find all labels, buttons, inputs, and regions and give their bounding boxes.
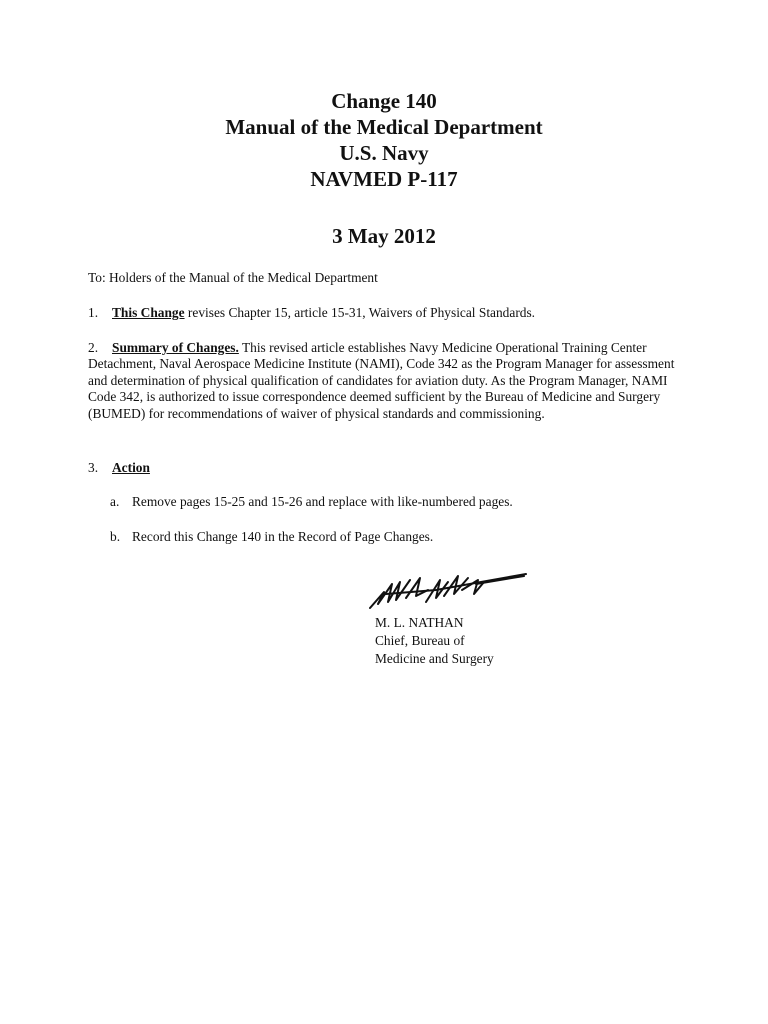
item-number: 2. [88, 340, 99, 355]
item-2 [88, 340, 678, 422]
item-heading: Summary of Changes. [112, 340, 239, 355]
signatory-title-line-1: Chief, Bureau of [375, 633, 465, 648]
manual-title: Manual of the Medical Department [225, 115, 543, 139]
publication-number: NAVMED P-117 [310, 167, 458, 191]
service-name: U.S. Navy [339, 141, 429, 165]
item-1 [88, 305, 678, 321]
signature-block [375, 614, 575, 668]
signatory-name: M. L. NATHAN [375, 615, 464, 630]
action-text: Record this Change 140 in the Record of Page Changes. [132, 529, 434, 544]
item-text: revises Chapter 15, article 15-31, Waivers of Physical Standards. [184, 305, 536, 320]
item-number: 3. [88, 460, 99, 475]
document-title-block [0, 88, 768, 192]
action-letter: a. [110, 494, 120, 509]
item-heading: This Change [112, 305, 185, 320]
issue-date: 3 May 2012 [332, 224, 436, 248]
signatory-title-line-2: Medicine and Surgery [375, 651, 494, 666]
action-text: Remove pages 15-25 and 15-26 and replace with like-numbered pages. [132, 494, 513, 509]
addressee-line: To: Holders of the Manual of the Medical Department [88, 270, 378, 285]
handwritten-signature [366, 568, 531, 618]
change-number: Change 140 [331, 89, 437, 113]
item-number: 1. [88, 305, 99, 320]
action-b [110, 529, 670, 545]
action-letter: b. [110, 529, 121, 544]
action-a [110, 494, 670, 510]
item-heading: Action [112, 460, 150, 475]
item-text: This revised article establishes Navy Medicine Operational Training Center Detachment, Naval Aerospace Medicine Institute (NAMI), Code 342 as the Program Manager for assessment and determination of physical qualification of candidates for aviation duty. As the Program Manager, NAMI Code 342, is authorized to issue correspondence deemed sufficient by the Bureau of Medicine and Surgery (BUMED) for recommendations of waiver of physical standards and commissioning. [88, 340, 675, 421]
item-3 [88, 460, 678, 476]
